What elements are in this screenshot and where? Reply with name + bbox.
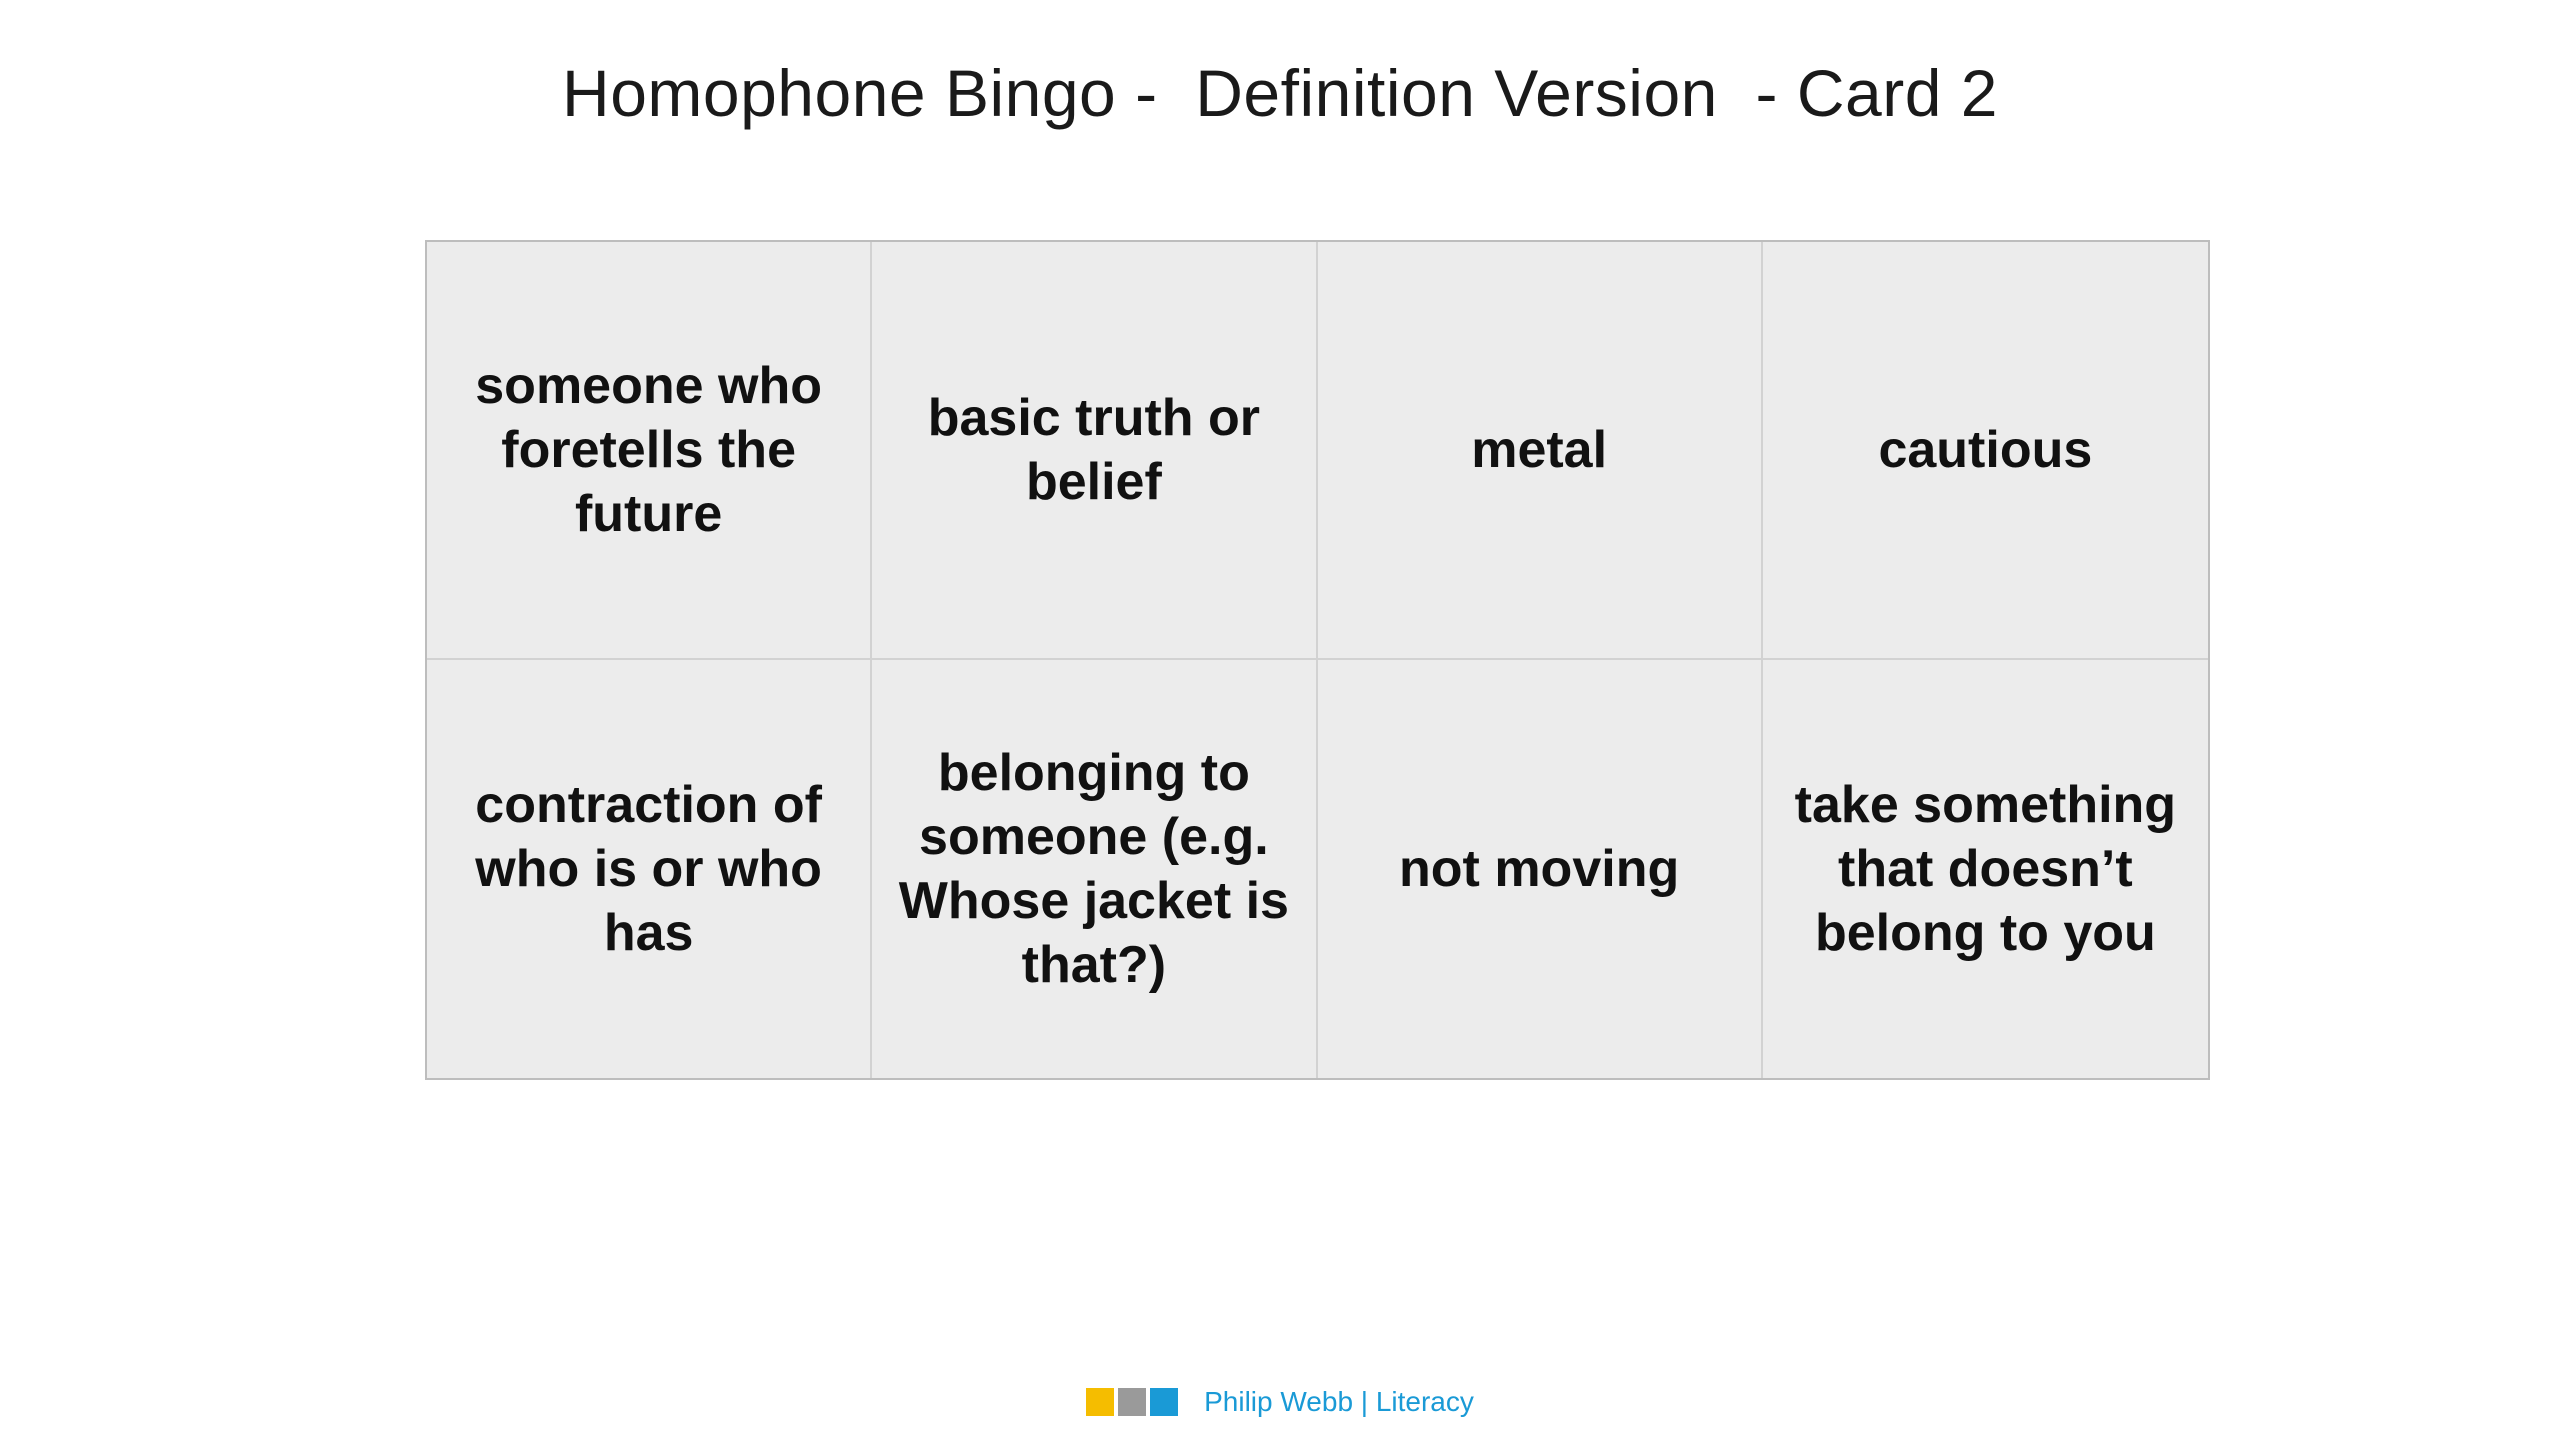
page-title: Homophone Bingo - Definition Version - Card 2: [562, 56, 1998, 130]
bingo-cell[interactable]: cautious: [1763, 242, 2208, 660]
logo-icon: [1086, 1388, 1178, 1416]
bingo-cell[interactable]: metal: [1318, 242, 1763, 660]
footer: [0, 1386, 2560, 1418]
bingo-cell[interactable]: contraction of who is or who has: [427, 660, 872, 1078]
bingo-cell[interactable]: not moving: [1318, 660, 1763, 1078]
bingo-card-grid: [425, 240, 2210, 1080]
logo-square-yellow: [1086, 1388, 1114, 1416]
bingo-cell[interactable]: basic truth or belief: [872, 242, 1317, 660]
logo-square-blue: [1150, 1388, 1178, 1416]
footer-credit: Philip Webb | Literacy: [1204, 1386, 1474, 1417]
logo-square-grey: [1118, 1388, 1146, 1416]
bingo-cell[interactable]: belonging to someone (e.g. Whose jacket is that?): [872, 660, 1317, 1078]
bingo-cell[interactable]: take something that doesn’t belong to you: [1763, 660, 2208, 1078]
bingo-cell[interactable]: someone who foretells the future: [427, 242, 872, 660]
